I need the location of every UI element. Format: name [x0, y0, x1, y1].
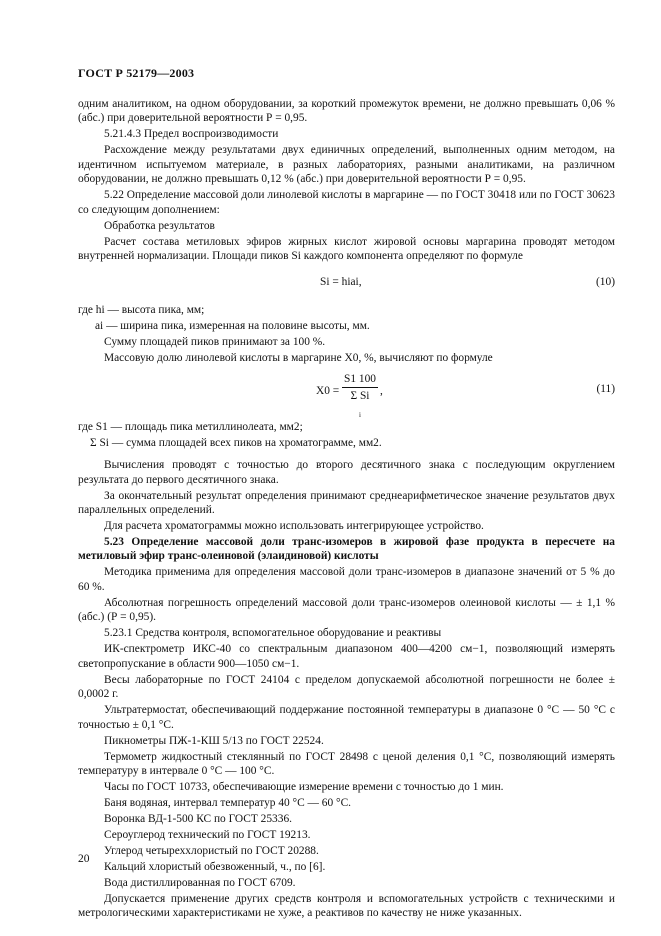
paragraph: Кальций хлористый обезвоженный, ч., по [6].	[104, 860, 326, 873]
formula-fraction	[342, 372, 378, 422]
formula-comma: ,	[380, 384, 383, 397]
document-page	[78, 0, 615, 936]
subsection-heading: 5.23.1 Средства контроля, вспомогательное оборудование и реактивы	[104, 627, 442, 640]
paragraph: Сероуглерод технический по ГОСТ 19213.	[104, 828, 311, 841]
paragraph: Для расчета хроматограммы можно использовать интегрирующее устройство.	[104, 520, 484, 533]
formula-10	[78, 271, 615, 297]
formula-number: (11)	[596, 382, 615, 395]
sum-index: i	[359, 410, 361, 419]
legend-item: Σ Si — сумма площадей всех пиков на хроматограмме, мм2.	[90, 436, 382, 449]
fraction-denominator	[342, 388, 378, 422]
formula-number: (10)	[596, 276, 615, 289]
paragraph: Баня водяная, интервал температур 40 °С — 60 °С.	[104, 796, 352, 809]
legend-item: где hi — высота пика, мм;	[78, 304, 205, 317]
paragraph: Вычисления проводят с точностью до второго десятичного знака с последующим округлением результата до первого десятичного знака.	[78, 459, 615, 486]
paragraph: Пикнометры ПЖ-1-КШ 5/13 по ГОСТ 22524.	[104, 734, 324, 747]
paragraph: Абсолютная погрешность определений массовой доли транс-изомеров олеиновой кислоты — ± 1,1 % (абс.) (Р = 0,95).	[78, 596, 615, 624]
paragraph: Сумму площадей пиков принимают за 100 %.	[104, 336, 326, 349]
paragraph: Весы лабораторные по ГОСТ 24104 с пределом допускаемой абсолютной погрешности не более ± 0,0002 г.	[78, 673, 615, 701]
denominator-expression: Σ Si	[350, 390, 370, 403]
paragraph: Часы по ГОСТ 10733, обеспечивающие измерение времени с точностью до 1 мин.	[104, 780, 504, 793]
page-number: 20	[78, 853, 90, 865]
legend-item: где S1 — площадь пика метиллинолеата, мм2;	[78, 420, 303, 433]
section-heading: 5.22 Определение массовой доли линолевой кислоты в маргарине — по ГОСТ 30418 или по ГОСТ 30623 со следующим дополнением:	[78, 189, 615, 216]
paragraph: Методика применима для определения массовой доли транс-изомеров в диапазоне значений от 5 % до 60 %.	[78, 566, 615, 593]
paragraph: Вода дистиллированная по ГОСТ 6709.	[104, 876, 296, 889]
paragraph: За окончательный результат определения принимают среднеарифметическое значение результатов двух параллельных определений.	[78, 489, 615, 517]
legend-item: ai — ширина пика, измеренная на половине высоты, мм.	[95, 320, 370, 333]
paragraph: Расхождение между результатами двух единичных определений, выполненных одним методом, на идентичном испытуемом материале, в разных лабораториях, разными аналитиками, на различном оборудовании, не должно превышать 0,12 % (абс.) при доверительной вероятности Р = 0,95.	[78, 144, 615, 186]
subsection-heading: Обработка результатов	[104, 219, 215, 232]
fraction-numerator: S1 100	[342, 372, 378, 388]
paragraph: Термометр жидкостный стеклянный по ГОСТ 28498 с ценой деления 0,1 °С, позволяющий измерять температуру в интервале 0 °С — 100 °С.	[78, 750, 615, 777]
section-heading: 5.23 Определение массовой доли транс-изомеров в жировой фазе продукта в пересчете на метиловый эфир транс-олеиновой (элаидиновой) кислоты	[78, 536, 615, 563]
document-header: ГОСТ Р 52179—2003	[78, 66, 195, 80]
paragraph: Воронка ВД-1-500 КС по ГОСТ 25336.	[104, 812, 292, 825]
paragraph: Допускается применение других средств контроля и вспомогательных устройств с техническими и метрологическими характеристиками не хуже, а реактивов по качеству не ниже указанных.	[78, 892, 615, 920]
paragraph: Углерод четыреххлористый по ГОСТ 20288.	[104, 844, 319, 857]
formula-11	[78, 370, 615, 419]
paragraph: Ультратермостат, обеспечивающий поддержание постоянной температуры в диапазоне 0 °С — 50 °С с точностью ± 0,1 °С.	[78, 704, 615, 731]
section-heading: 5.21.4.3 Предел воспроизводимости	[104, 128, 279, 141]
paragraph: Массовую долю линолевой кислоты в маргарине Х0, %, вычисляют по формуле	[104, 352, 493, 365]
paragraph: ИК-спектрометр ИКС-40 со спектральным диапазоном 400—4200 см−1, позволяющий измерять светопропускание в области 900—1050 см−1.	[78, 643, 615, 670]
formula-lhs: X0 =	[316, 384, 340, 397]
paragraph: Расчет состава метиловых эфиров жирных кислот жировой основы маргарина проводят методом внутренней нормализации. Площади пиков Si каждого компонента определяют по формуле	[78, 235, 615, 263]
paragraph: одним аналитиком, на одном оборудовании, за короткий промежуток времени, не должно превышать 0,06 % (абс.) при доверительной вероятности Р = 0,95.	[78, 98, 615, 125]
formula-expression: Si = hiai,	[320, 276, 362, 289]
document-body	[78, 97, 615, 922]
